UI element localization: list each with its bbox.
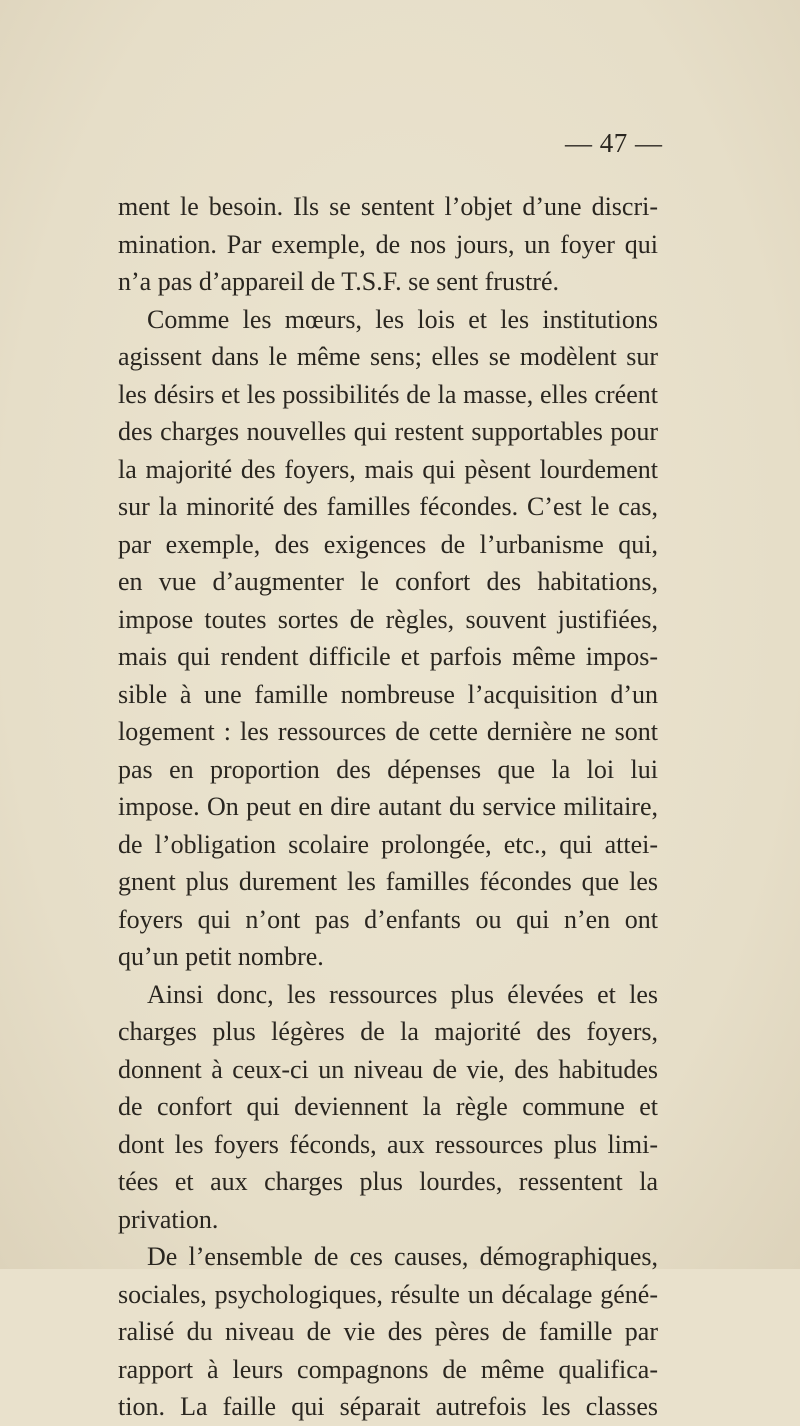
text-line: pas en proportion des dépenses que la loi lui <box>118 754 658 784</box>
text-line: en vue d’augmenter le confort des habitations, <box>118 567 658 596</box>
text-line: gnent plus durement les familles fécondes que les <box>118 867 658 896</box>
text-line: mination. Par exemple, de nos jours, un foyer qui <box>118 229 658 259</box>
text-line: donnent à ceux-ci un niveau de vie, des habitudes <box>118 1054 658 1084</box>
text-line: qu’un petit nombre. <box>118 942 324 971</box>
text-line: de l’obligation scolaire prolongée, etc., qui attei- <box>118 829 658 859</box>
text-line: Comme les mœurs, les lois et les institutions <box>147 304 658 334</box>
text-line: sible à une famille nombreuse l’acquisition d’un <box>118 679 658 709</box>
text-line: rapport à leurs compagnons de même qualifica- <box>118 1354 658 1384</box>
text-line: des charges nouvelles qui restent supportables pour <box>118 417 658 446</box>
text-line: sociales, psychologiques, résulte un décalage géné- <box>118 1279 658 1309</box>
text-line: impose. On peut en dire autant du service militaire, <box>118 792 658 821</box>
text-line: tées et aux charges plus lourdes, ressentent la <box>118 1167 658 1196</box>
text-line: n’a pas d’appareil de T.S.F. se sent frustré. <box>118 267 559 296</box>
text-line: ment le besoin. Ils se sentent l’objet d’une discri- <box>118 192 658 221</box>
text-line: la majorité des foyers, mais qui pèsent lourdement <box>118 454 658 484</box>
text-line: de confort qui deviennent la règle commune et <box>118 1092 658 1121</box>
text-line: agissent dans le même sens; elles se modèlent sur <box>118 342 658 371</box>
text-line: dont les foyers féconds, aux ressources plus limi- <box>118 1129 658 1159</box>
text-line: les désirs et les possibilités de la masse, elles créent <box>118 379 658 409</box>
page-number: — 47 — <box>565 128 663 158</box>
text-line: De l’ensemble de ces causes, démographiques, <box>147 1242 658 1271</box>
text-line: charges plus légères de la majorité des foyers, <box>118 1017 658 1046</box>
text-line: par exemple, des exigences de l’urbanisme qui, <box>118 529 658 559</box>
body-text <box>118 188 658 1426</box>
text-line: privation. <box>118 1204 219 1234</box>
text-line: impose toutes sortes de règles, souvent justifiées, <box>118 604 658 634</box>
text-line: Ainsi donc, les ressources plus élevées et les <box>147 979 658 1009</box>
text-line: mais qui rendent difficile et parfois même impos- <box>118 642 658 671</box>
text-line: foyers qui n’ont pas d’enfants ou qui n’en ont <box>118 904 658 934</box>
text-line: sur la minorité des familles fécondes. C’est le cas, <box>118 492 658 521</box>
text-line: tion. La faille qui séparait autrefois les classes <box>118 1392 658 1421</box>
text-line: ralisé du niveau de vie des pères de famille par <box>118 1317 658 1346</box>
text-line: logement : les ressources de cette dernière ne sont <box>118 717 658 746</box>
